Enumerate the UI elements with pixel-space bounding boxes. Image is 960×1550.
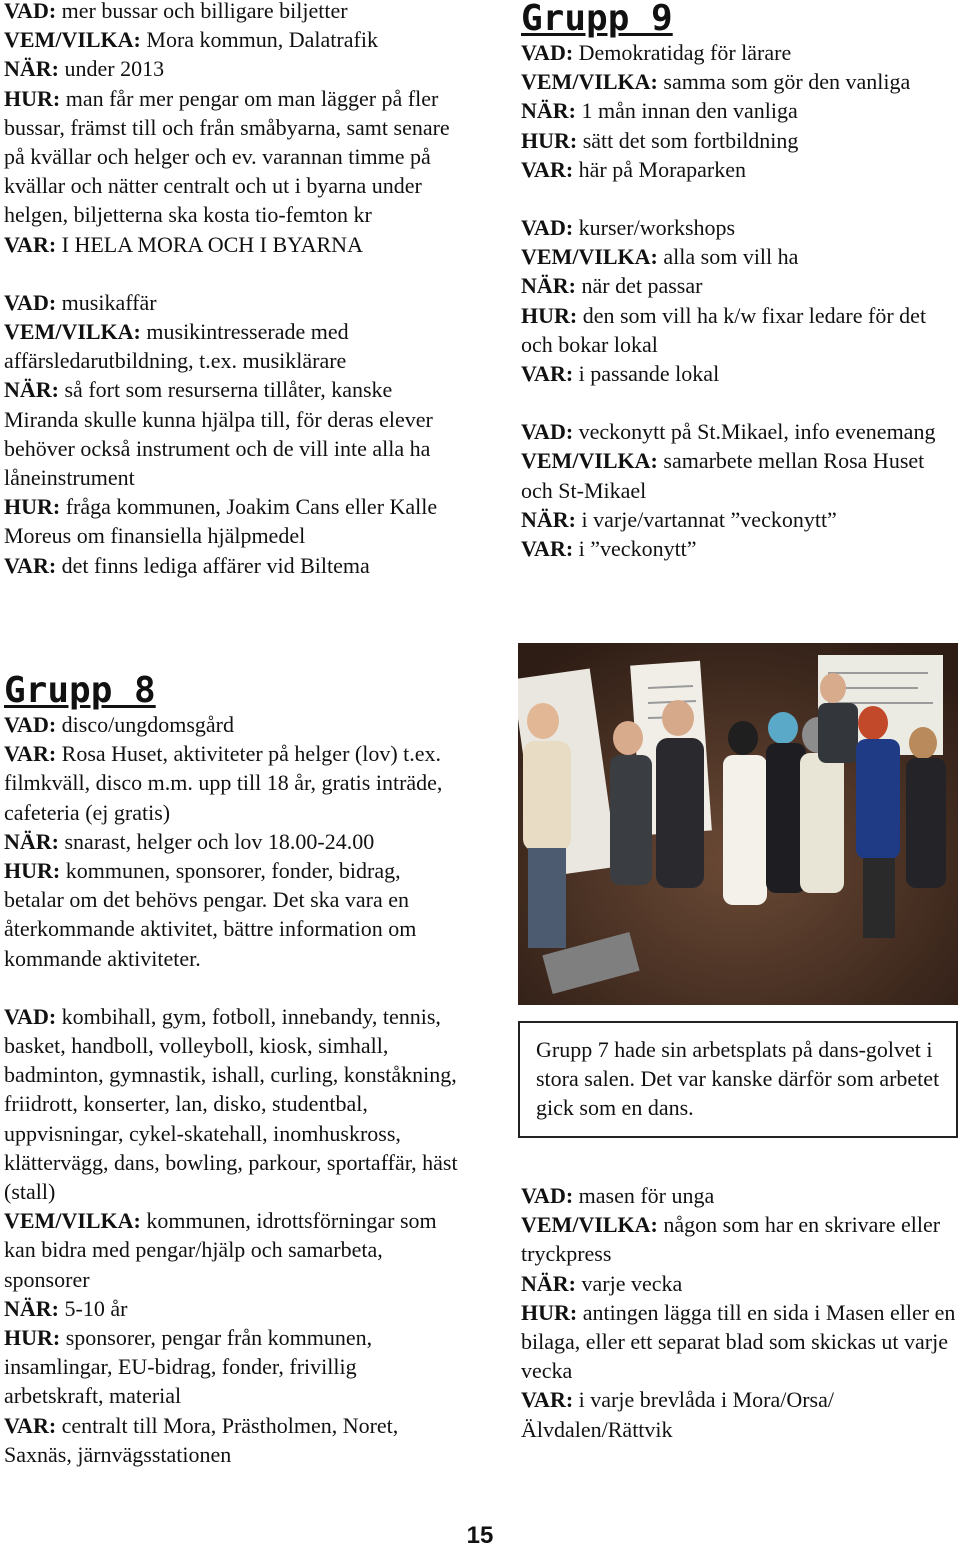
entry-label: VAR: xyxy=(521,156,574,182)
entry xyxy=(4,1294,459,1323)
entry-label: VAD: xyxy=(4,289,57,315)
entry-text: veckonytt på St.Mikael, info evenemang xyxy=(573,419,936,445)
entry xyxy=(4,856,459,973)
entry-label: VAD: xyxy=(4,0,57,23)
entry xyxy=(4,1323,459,1411)
entry xyxy=(521,417,959,446)
entry xyxy=(521,155,959,184)
entry-label: VAD: xyxy=(521,40,574,65)
entry-text: disco/ungdomsgård xyxy=(56,712,234,737)
group-photo xyxy=(518,643,958,1005)
entry-label: VEM/VILKA: xyxy=(4,27,141,53)
entry xyxy=(521,126,959,155)
grupp9-block-3 xyxy=(521,417,959,563)
entry-label: VEM/VILKA: xyxy=(4,1208,141,1234)
entry-text: masen för unga xyxy=(573,1183,715,1208)
entry-text: här på Moraparken xyxy=(573,156,747,182)
entry xyxy=(4,375,459,492)
entry-text: i varje brevlåda i Mora/Orsa/Älvdalen/Rättvik xyxy=(521,1387,834,1442)
entry xyxy=(521,1181,959,1210)
entry xyxy=(521,1385,959,1443)
entry-text: snarast, helger och lov 18.00-24.00 xyxy=(59,828,375,854)
entry-text: sätt det som fortbildning xyxy=(577,127,799,153)
entry-text: Demokratidag för lärare xyxy=(573,40,792,65)
entry-label: HUR: xyxy=(4,85,61,111)
entry-text: alla som vill ha xyxy=(657,244,799,270)
entry-text: det finns lediga affärer vid Biltema xyxy=(56,552,370,578)
entry-label: VAR: xyxy=(4,231,57,257)
entry xyxy=(521,1210,959,1268)
entry-label: VAR: xyxy=(521,361,574,387)
entry-label: VAR: xyxy=(4,552,57,578)
entry-label: NÄR: xyxy=(4,377,59,403)
entry-label: VEM/VILKA: xyxy=(521,448,658,474)
entry xyxy=(4,1002,459,1206)
entry-text: 1 mån innan den vanliga xyxy=(576,98,798,124)
grupp9-block-1 xyxy=(521,38,959,184)
entry xyxy=(521,38,959,67)
entry-label: VAD: xyxy=(521,215,574,241)
entry-label: HUR: xyxy=(4,858,61,884)
entry xyxy=(521,1298,959,1386)
entry-text: man får mer pengar om man lägger på fler bussar, främst till och från småbyarna, samt senare på kvällar och helger och ev. varannan timme på kvällar och nätter centralt och ut i byarna under helgen, biljetterna ska kosta tio-femton kr xyxy=(4,85,450,228)
entry xyxy=(4,0,459,25)
entry-label: NÄR: xyxy=(4,56,59,82)
entry-label: NÄR: xyxy=(521,98,576,124)
grupp9-heading: Grupp 9 xyxy=(521,0,673,39)
entry xyxy=(521,67,959,96)
entry xyxy=(521,96,959,125)
entry-label: HUR: xyxy=(521,127,578,153)
entry xyxy=(4,710,459,739)
entry-text: under 2013 xyxy=(59,56,165,82)
entry-text: kommunen, idrottsförningar som kan bidra med pengar/hjälp och samarbeta, sponsorer xyxy=(4,1208,437,1292)
entry-label: NÄR: xyxy=(521,506,576,532)
entry-text: sponsorer, pengar från kommunen, insamlingar, EU-bidrag, fonder, frivillig arbetskraft, material xyxy=(4,1325,373,1409)
grupp9-section xyxy=(521,0,959,563)
entry xyxy=(521,271,959,300)
entry-label: VAD: xyxy=(521,1183,574,1208)
entry xyxy=(521,505,959,534)
entry xyxy=(4,317,459,375)
group-photo-illustration xyxy=(518,643,958,1005)
entry xyxy=(521,359,959,388)
entry xyxy=(4,84,459,230)
grupp8-section xyxy=(4,672,459,1469)
entry-label: HUR: xyxy=(521,302,578,328)
entry xyxy=(4,230,459,259)
entry xyxy=(4,492,459,550)
masen-section xyxy=(521,1181,959,1444)
entry-text: i ”veckonytt” xyxy=(573,536,697,562)
entry-label: VAR: xyxy=(4,741,57,767)
entry-text: Rosa Huset, aktiviteter på helger (lov) t.ex. filmkväll, disco m.m. upp till 18 år, gratis inträde, cafeteria (ej gratis) xyxy=(4,741,443,825)
entry-text: centralt till Mora, Prästholmen, Noret, Saxnäs, järnvägsstationen xyxy=(4,1412,399,1467)
entry-label: VEM/VILKA: xyxy=(521,69,658,95)
page-number: 15 xyxy=(466,1522,494,1549)
entry-text: kommunen, sponsorer, fonder, bidrag, betalar om det behövs pengar. Det ska vara en återkommande aktivitet, bättre information om kommande aktiviteter. xyxy=(4,858,417,971)
entry-text: musikintresserade med affärsledarutbildning, t.ex. musiklärare xyxy=(4,319,349,374)
photo-caption-box xyxy=(518,1021,958,1138)
grupp8-block-2 xyxy=(4,1002,459,1469)
photo-caption-text: Grupp 7 hade sin arbetsplats på dans-golvet i stora salen. Det var kanske därför som arbetet gick som en dans. xyxy=(536,1037,940,1120)
entry-label: VAR: xyxy=(521,1387,574,1413)
entry-text: den som vill ha k/w fixar ledare för det och bokar lokal xyxy=(521,302,927,357)
entry-text: 5-10 år xyxy=(59,1295,128,1321)
entry-text: samarbete mellan Rosa Huset och St-Mikael xyxy=(521,448,925,503)
entry-label: HUR: xyxy=(4,494,61,520)
entry-label: HUR: xyxy=(4,1325,61,1351)
entry-label: VEM/VILKA: xyxy=(4,319,141,345)
entry-label: VEM/VILKA: xyxy=(521,244,658,270)
entry xyxy=(4,25,459,54)
entry xyxy=(4,1411,459,1469)
entry-text: antingen lägga till en sida i Masen eller en bilaga, eller ett separat blad som skickas ut varje vecka xyxy=(521,1299,956,1384)
entry-label: NÄR: xyxy=(4,1295,59,1321)
entry-text: fråga kommunen, Joakim Cans eller Kalle Moreus om finansiella hjälpmedel xyxy=(4,494,438,549)
entry-text: mer bussar och billigare biljetter xyxy=(56,0,348,23)
grupp9-block-2 xyxy=(521,213,959,388)
music-store-block xyxy=(4,288,459,580)
entry-text: kurser/workshops xyxy=(573,215,736,241)
entry xyxy=(521,534,959,563)
entry-label: VEM/VILKA: xyxy=(521,1212,658,1238)
entry-text: så fort som resurserna tillåter, kanske Miranda skulle kunna hjälpa till, för deras elever behöver också instrument och de vill inte alla ha låneinstrument xyxy=(4,377,433,491)
entry-label: VAR: xyxy=(521,536,574,562)
left-top-column xyxy=(4,0,459,580)
entry-text: Mora kommun, Dalatrafik xyxy=(140,27,378,53)
entry-label: NÄR: xyxy=(521,1270,576,1296)
grupp8-block-1 xyxy=(4,710,459,973)
entry xyxy=(4,1206,459,1294)
entry-label: VAD: xyxy=(4,1003,57,1029)
entry xyxy=(521,242,959,271)
entry-text: I HELA MORA OCH I BYARNA xyxy=(56,231,363,257)
entry-text: i varje/vartannat ”veckonytt” xyxy=(576,506,837,532)
entry-label: VAR: xyxy=(4,1412,57,1438)
entry xyxy=(4,54,459,83)
entry xyxy=(4,288,459,317)
entry-label: VAD: xyxy=(521,419,574,445)
entry-text: när det passar xyxy=(576,273,703,299)
entry xyxy=(521,1269,959,1298)
entry-text: i passande lokal xyxy=(573,361,720,387)
entry-label: NÄR: xyxy=(4,828,59,854)
entry-label: HUR: xyxy=(521,1299,578,1325)
entry xyxy=(4,827,459,856)
bus-proposal-block xyxy=(4,0,459,259)
entry-text: varje vecka xyxy=(576,1270,683,1296)
entry xyxy=(4,739,459,827)
entry xyxy=(521,301,959,359)
entry-label: NÄR: xyxy=(521,273,576,299)
entry-text: kombihall, gym, fotboll, innebandy, tennis, basket, handboll, volleyboll, kiosk, simhall, badminton, gymnastik, ishall, curling, konståkning, friidrott, konserter, lan, disko, studentbal, uppvisningar, cykel-skatehall, inomhuskross, klättervägg, dans, bowling, parkour, sportaffär, häst (stall) xyxy=(4,1003,458,1205)
grupp8-heading: Grupp 8 xyxy=(4,670,156,711)
entry-text: samma som gör den vanliga xyxy=(657,69,911,95)
entry xyxy=(521,446,959,504)
entry-text: någon som har en skrivare eller tryckpress xyxy=(521,1212,941,1267)
entry xyxy=(4,551,459,580)
entry-label: VAD: xyxy=(4,712,57,737)
entry xyxy=(521,213,959,242)
entry-text: musikaffär xyxy=(56,289,157,315)
